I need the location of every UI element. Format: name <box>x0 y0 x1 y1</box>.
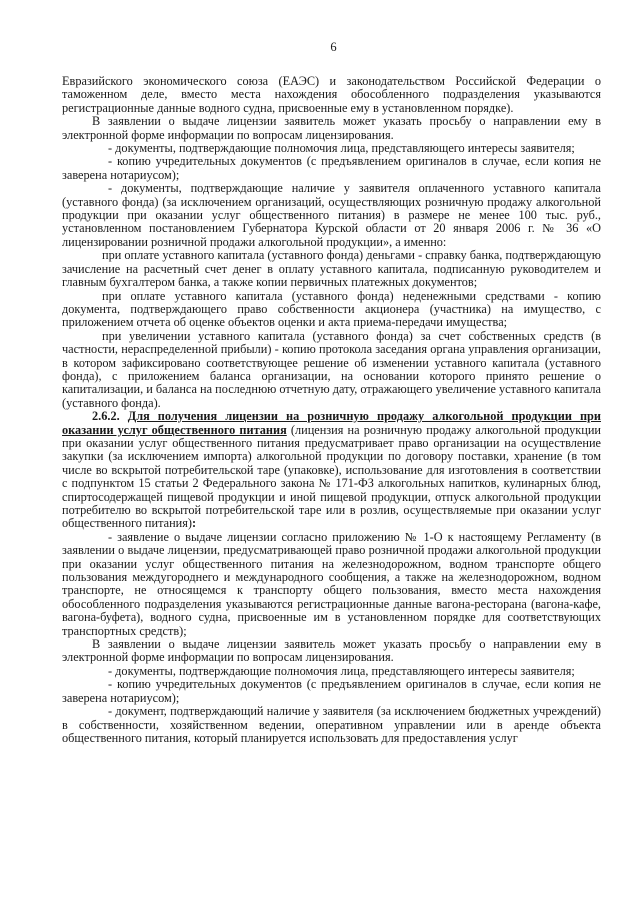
list-item-authority-documents: - документы, подтверждающие полномочия лица, представляющего интересы заявителя; <box>108 141 575 156</box>
list-item-application: - заявление о выдаче лицензии согласно приложению № 1-О к настоящему Регламенту (в заявлении о выдаче лицензии, предусматривающей право розничной продажи алкогольной продукции при оказании услуг общественного питания на железнодорожном, водном транспорте общего пользования междугороднего и международного сообщения, а также на железнодорожном, водном транспорте, не относящемся к транспорту общего пользования, вместо места нахождения обособленного подразделения указываются регистрационные данные вагона-ресторана (вагона-кафе, вагона-буфета), водного судна, присвоенные им в установленном порядке для соответствующих транспортных средств); <box>62 529 601 638</box>
section-number: 2.6.2. <box>92 409 120 424</box>
paragraph-electronic-info-note: В заявлении о выдаче лицензии заявитель может указать просьбу о направлении ему в электронной форме информации по вопросам лицензирования. <box>62 114 601 142</box>
section-heading: Для получения лицензии на розничную продажу алкогольной продукции при оказании услуг общественного питания <box>62 409 601 437</box>
list-item-authority-documents-2: - документы, подтверждающие полномочия лица, представляющего интересы заявителя; <box>108 663 575 678</box>
list-item-charter-capital: - документы, подтверждающие наличие у заявителя оплаченного уставного капитала (уставного фонда) (за исключением организаций, осуществляющих розничную продажу алкогольной продукции при оказании услуг общественного питания) в размере не менее 100 тыс. руб., установленном постановлением Губернатора Курской области от 20 января 2006 г. № 36 «О лицензировании розничной продажи алкогольной продукции», а именно: <box>62 181 601 249</box>
list-item-founding-documents: - копию учредительных документов (с предъявлением оригиналов в случае, если копия не заверена нотариусом); <box>62 154 601 182</box>
document-body <box>62 75 601 745</box>
paragraph-continuation: Евразийского экономического союза (ЕАЭС) и законодательством Российской Федерации о таможенном деле, вместо места нахождения обособленного подразделения указываются регистрационные данные водного судна, присвоенные ему в установленном порядке). <box>62 74 601 115</box>
paragraph-capital-cash: при оплате уставного капитала (уставного фонда) деньгами - справку банка, подтверждающую зачисление на расчетный счет денег в оплату уставного капитала, подписанную руководителем и главным бухгалтером банка, а также копии первичных платежных документов; <box>62 248 601 290</box>
section-colon: : <box>192 516 197 531</box>
paragraph-capital-increase: при увеличении уставного капитала (уставного фонда) за счет собственных средств (в частности, нераспределенной прибыли) - копию протокола заседания органа управления организации, в котором зафиксировано соответствующее решение об изменении уставного капитала (уставного фонда), с приложением баланса организации, на основании которого принято решение о капитализации, и баланса на последнюю отчетную дату, отражающего увеличение уставного капитала (уставного фонда). <box>62 328 601 410</box>
section-text: (лицензия на розничную продажу алкогольной продукции при оказании услуг общественного питания предусматривает право организации на осуществление закупки (за исключением импорта) алкогольной продукции по договору поставки, хранение (в том числе во вскрытой потребительской таре (упаковке), использование для изготовления в соответствии с подпунктом 15 статьи 2 Федерального закона № 171-ФЗ алкогольных напитков, кулинарных блюд, спиртосодержащей пищевой продукции и иной пищевой продукции, отпуск алкогольной продукции потребителю во вскрытой потребительской таре или в розлив, осуществляемые при оказании услуг общественного питания) <box>62 422 601 531</box>
paragraph-electronic-info-note-2: В заявлении о выдаче лицензии заявитель может указать просьбу о направлении ему в электронной форме информации по вопросам лицензирования. <box>62 637 601 665</box>
list-item-founding-documents-2: - копию учредительных документов (с предъявлением оригиналов в случае, если копия не заверена нотариусом); <box>62 677 601 705</box>
section-2-6-2 <box>62 410 601 531</box>
list-item-premises-document: - документ, подтверждающий наличие у заявителя (за исключением бюджетных учреждений) в собственности, хозяйственном ведении, оперативном управлении или в аренде объекта общественного питания, который планируется использовать для предоставления услуг <box>62 704 601 745</box>
page-number: 6 <box>330 40 337 54</box>
paragraph-capital-noncash: при оплате уставного капитала (уставного фонда) неденежными средствами - копию документа, подтверждающего право собственности акционера (участника) на имущество, с приложением отчета об оценке объектов оценки и акта приема-передачи имущества; <box>62 288 601 330</box>
